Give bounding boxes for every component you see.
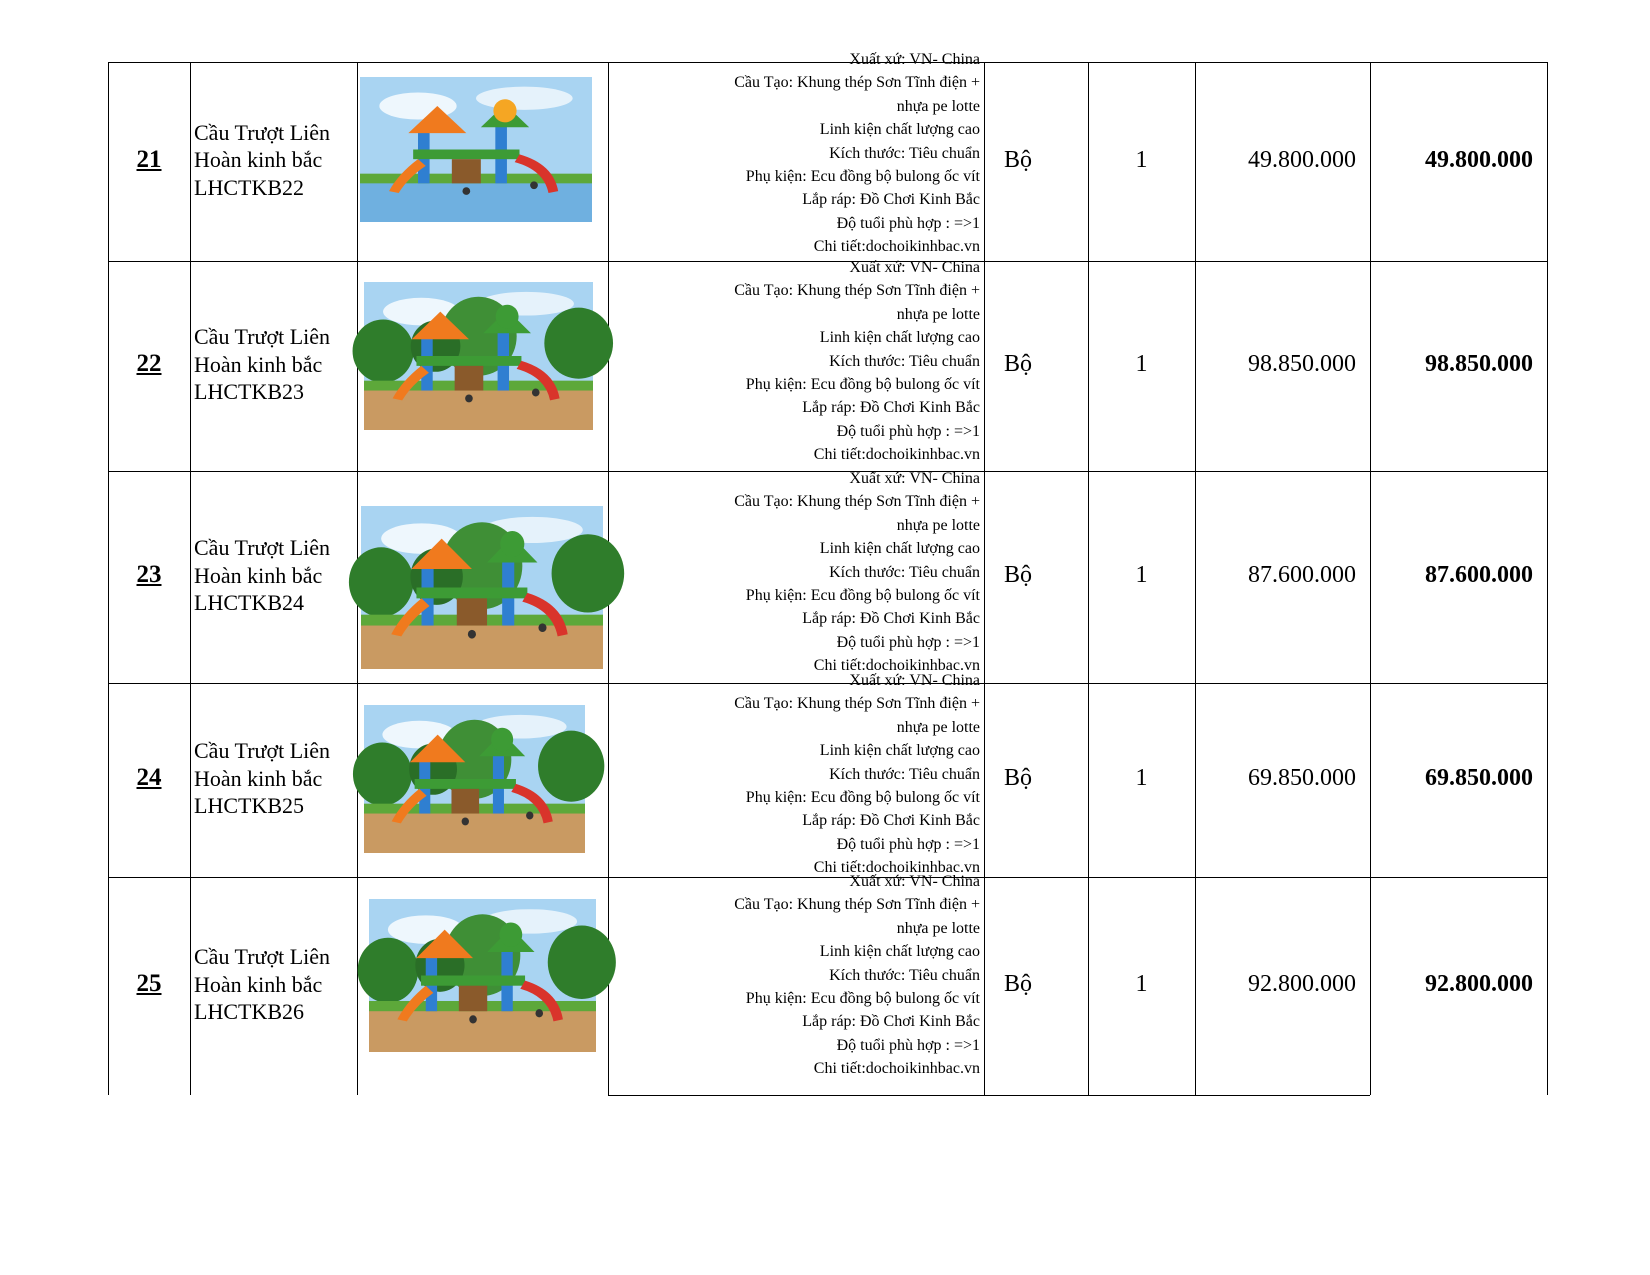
description-line: Cầu Tạo: Khung thép Sơn Tĩnh điện + [734, 74, 980, 92]
description-line: Cầu Tạo: Khung thép Sơn Tĩnh điện + [734, 282, 980, 300]
description-line: Kích thước: Tiêu chuẩn [829, 765, 980, 783]
description-line: Xuất xứ: VN- China [849, 873, 980, 890]
product-name [194, 943, 355, 1026]
line-total: 98.850.000 [1425, 351, 1533, 377]
description-line: Chi tiết:dochoikinhbac.vn [813, 238, 980, 256]
product-description [610, 873, 980, 1094]
description-line: Linh kiện chất lượng cao [819, 540, 980, 558]
unit: Bộ [1003, 351, 1032, 377]
product-description [610, 51, 980, 260]
row-number: 21 [136, 145, 162, 173]
description-line: Xuất xứ: VN- China [849, 259, 980, 276]
column-divider [984, 62, 985, 1095]
description-line: Độ tuổi phù hợp : =>1 [836, 633, 980, 651]
product-name-line: LHCTKB25 [194, 793, 304, 818]
quantity: 1 [1135, 351, 1148, 377]
description-line: Phụ kiện: Ecu đồng bộ bulong ốc vít [745, 789, 980, 807]
description-line: Độ tuổi phù hợp : =>1 [836, 835, 980, 853]
description-line: Lắp ráp: Đồ Chơi Kinh Bắc [802, 399, 980, 417]
product-name-line: Hoàn kinh bắc [194, 562, 323, 588]
unit: Bộ [1003, 146, 1032, 173]
description-line: nhựa pe lotte [896, 97, 980, 115]
description-line: Chi tiết:dochoikinhbac.vn [813, 657, 980, 675]
line-total: 87.600.000 [1425, 562, 1533, 588]
unit: Bộ [1003, 562, 1032, 588]
product-photo [364, 705, 585, 853]
product-name [194, 534, 355, 617]
description-line: Linh kiện chất lượng cao [819, 121, 980, 139]
description-line: nhựa pe lotte [896, 919, 980, 937]
product-description [610, 672, 980, 877]
description-line: Cầu Tạo: Khung thép Sơn Tĩnh điện + [734, 493, 980, 511]
description-lines [734, 256, 980, 467]
table-bottom-edge [608, 1095, 1370, 1096]
description-line: Xuất xứ: VN- China [849, 51, 980, 68]
product-photo [360, 77, 592, 222]
description-lines [734, 467, 980, 678]
description-line: Phụ kiện: Ecu đồng bộ bulong ốc vít [745, 376, 980, 394]
unit: Bộ [1003, 971, 1032, 997]
description-lines [734, 870, 980, 1081]
description-line: Độ tuổi phù hợp : =>1 [836, 422, 980, 440]
description-line: Phụ kiện: Ecu đồng bộ bulong ốc vít [745, 587, 980, 605]
product-name-line: LHCTKB22 [194, 174, 304, 200]
description-line: nhựa pe lotte [896, 305, 980, 323]
product-name-line: Hoàn kinh bắc [194, 971, 323, 997]
product-name-line: Cầu Trượt Liên [194, 535, 331, 560]
description-line: Kích thước: Tiêu chuẩn [829, 144, 980, 162]
unit: Bộ [1003, 765, 1032, 791]
product-name-line: Cầu Trượt Liên [194, 738, 331, 763]
description-line: Kích thước: Tiêu chuẩn [829, 352, 980, 370]
product-description [610, 259, 980, 470]
product-photo [361, 506, 603, 669]
product-name-line: Cầu Trượt Liên [194, 119, 331, 145]
product-name-line: Cầu Trượt Liên [194, 944, 331, 969]
description-line: Độ tuổi phù hợp : =>1 [836, 214, 980, 232]
product-photo [364, 282, 593, 430]
description-lines [734, 48, 980, 259]
description-lines [734, 669, 980, 880]
product-name [194, 119, 355, 202]
description-line: Chi tiết:dochoikinhbac.vn [813, 446, 980, 464]
description-line: Linh kiện chất lượng cao [819, 329, 980, 347]
description-line: Độ tuổi phù hợp : =>1 [836, 1036, 980, 1054]
product-name [194, 737, 355, 820]
description-line: Cầu Tạo: Khung thép Sơn Tĩnh điện + [734, 695, 980, 713]
column-divider [190, 62, 191, 1095]
product-description [610, 472, 980, 682]
line-total: 92.800.000 [1425, 971, 1533, 997]
unit-price: 98.850.000 [1248, 351, 1356, 377]
unit-price: 49.800.000 [1248, 146, 1356, 173]
quantity: 1 [1135, 562, 1148, 588]
line-total: 49.800.000 [1425, 146, 1533, 173]
unit-price: 92.800.000 [1248, 971, 1356, 997]
quantity: 1 [1135, 971, 1148, 997]
quantity: 1 [1135, 765, 1148, 791]
quantity: 1 [1135, 146, 1148, 173]
column-divider [1547, 62, 1548, 1095]
row-number: 24 [136, 764, 162, 791]
product-name-line: LHCTKB26 [194, 999, 304, 1024]
product-name-line: LHCTKB23 [194, 379, 304, 404]
description-line: Linh kiện chất lượng cao [819, 742, 980, 760]
description-line: Xuất xứ: VN- China [849, 672, 980, 689]
description-line: Lắp ráp: Đồ Chơi Kinh Bắc [802, 812, 980, 830]
unit-price: 87.600.000 [1248, 562, 1356, 588]
product-name [194, 323, 355, 406]
line-total: 69.850.000 [1425, 765, 1533, 791]
product-photo [369, 899, 596, 1052]
description-line: Chi tiết:dochoikinhbac.vn [813, 859, 980, 877]
row-number: 22 [136, 350, 162, 377]
description-line: Phụ kiện: Ecu đồng bộ bulong ốc vít [745, 990, 980, 1008]
product-name-line: LHCTKB24 [194, 590, 304, 615]
description-line: Linh kiện chất lượng cao [819, 943, 980, 961]
description-line: Phụ kiện: Ecu đồng bộ bulong ốc vít [745, 168, 980, 186]
unit-price: 69.850.000 [1248, 765, 1356, 791]
description-line: Lắp ráp: Đồ Chơi Kinh Bắc [802, 191, 980, 209]
description-line: Kích thước: Tiêu chuẩn [829, 563, 980, 581]
description-line: Lắp ráp: Đồ Chơi Kinh Bắc [802, 610, 980, 628]
row-number: 23 [136, 561, 162, 588]
product-name-line: Hoàn kinh bắc [194, 147, 323, 172]
description-line: Xuất xứ: VN- China [849, 470, 980, 487]
description-line: Kích thước: Tiêu chuẩn [829, 966, 980, 984]
description-line: Cầu Tạo: Khung thép Sơn Tĩnh điện + [734, 896, 980, 914]
description-line: nhựa pe lotte [896, 516, 980, 534]
description-line: Lắp ráp: Đồ Chơi Kinh Bắc [802, 1013, 980, 1031]
description-line: Chi tiết:dochoikinhbac.vn [813, 1060, 980, 1078]
row-number: 25 [136, 970, 162, 997]
product-name-line: Hoàn kinh bắc [194, 765, 323, 791]
description-line: nhựa pe lotte [896, 718, 980, 736]
product-name-line: Cầu Trượt Liên [194, 324, 331, 349]
product-name-line: Hoàn kinh bắc [194, 351, 323, 377]
